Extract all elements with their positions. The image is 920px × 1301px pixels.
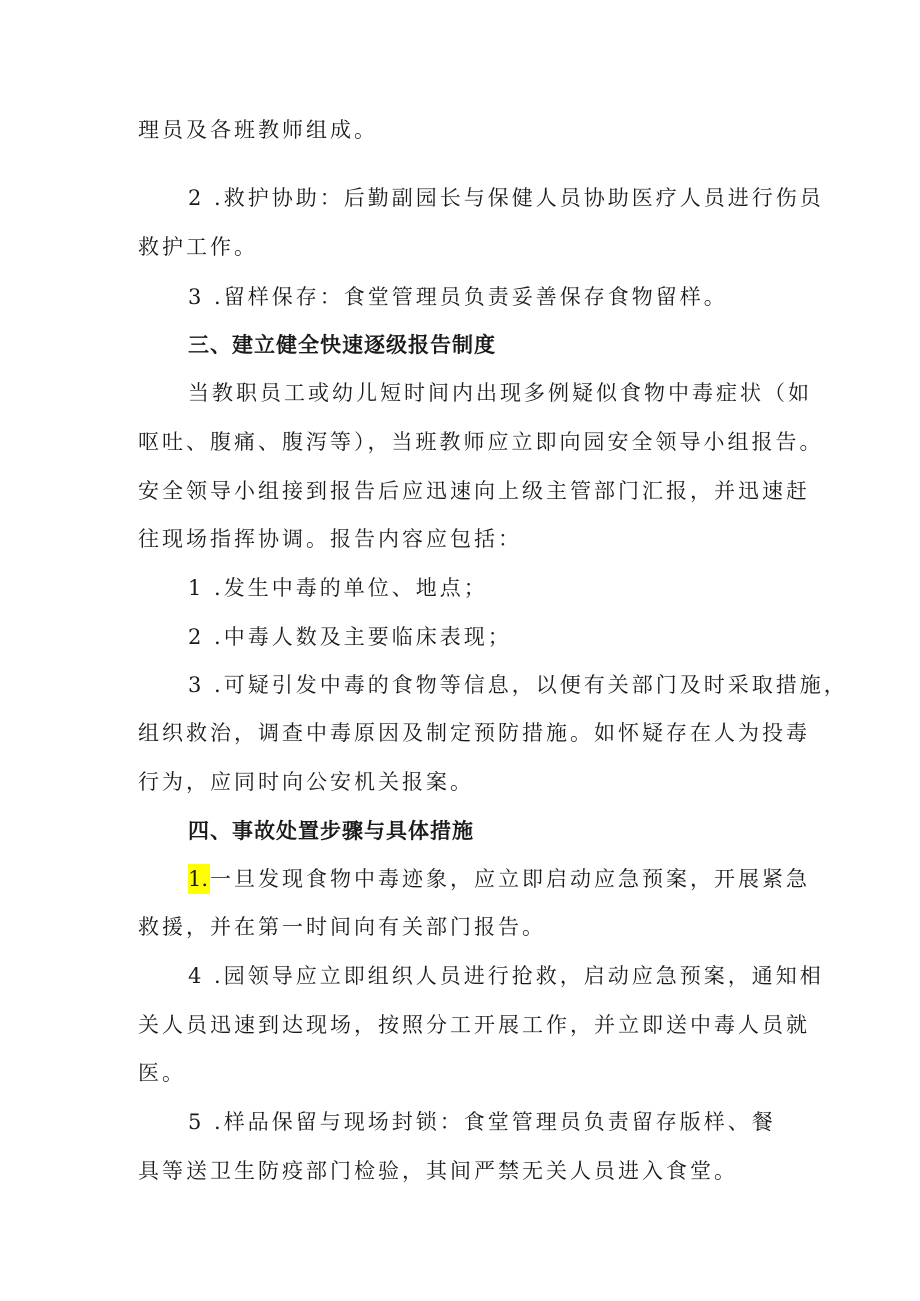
paragraph-line: 组织救治，调查中毒原因及制定预防措施。如怀疑存在人为投毒 [138, 721, 810, 745]
paragraph-line: 医。 [138, 1061, 186, 1085]
paragraph-line: 关人员迅速到达现场，按照分工开展工作，并立即送中毒人员就 [138, 1013, 810, 1037]
list-item-line [188, 864, 811, 894]
list-item-line: 2 .中毒人数及主要临床表现； [188, 625, 512, 649]
list-item-line: 1 .发生中毒的单位、地点； [188, 576, 488, 600]
list-item-line: 4 .园领导应立即组织人员进行抢救，启动应急预案，通知相 [188, 964, 824, 988]
list-item-line: 3 .留样保存：食堂管理员负责妥善保存食物留样。 [188, 285, 728, 309]
paragraph-line: 当教职员工或幼儿短时间内出现多例疑似食物中毒症状（如 [188, 381, 812, 405]
paragraph-line: 理员及各班教师组成。 [138, 118, 378, 142]
highlighted-list-number: 1. [188, 864, 210, 894]
paragraph-line: 往现场指挥协调。报告内容应包括： [138, 527, 522, 551]
paragraph-line: 行为，应同时向公安机关报案。 [138, 770, 474, 794]
paragraph-line: 呕吐、腹痛、腹泻等），当班教师应立即向园安全领导小组报告。 [138, 430, 824, 454]
paragraph-line: 安全领导小组接到报告后应迅速向上级主管部门汇报，并迅速赶 [138, 479, 810, 503]
section-heading-4: 四、事故处置步骤与具体措施 [188, 819, 474, 843]
list-item-line: 2 .救护协助：后勤副园长与保健人员协助医疗人员进行伤员 [188, 186, 824, 210]
list-item-line: 5 .样品保留与现场封锁：食堂管理员负责留存版样、餐 [188, 1110, 776, 1134]
paragraph-line: 具等送卫生防疫部门检验，其间严禁无关人员进入食堂。 [138, 1159, 738, 1183]
paragraph-line: 救援，并在第一时间向有关部门报告。 [138, 915, 546, 939]
paragraph-line: 救护工作。 [138, 235, 258, 259]
section-heading-3: 三、建立健全快速逐级报告制度 [188, 333, 496, 357]
list-item-line: 3 .可疑引发中毒的食物等信息，以便有关部门及时采取措施， [188, 673, 848, 697]
list-item-text: 一旦发现食物中毒迹象，应立即启动应急预案，开展紧急 [210, 867, 811, 891]
